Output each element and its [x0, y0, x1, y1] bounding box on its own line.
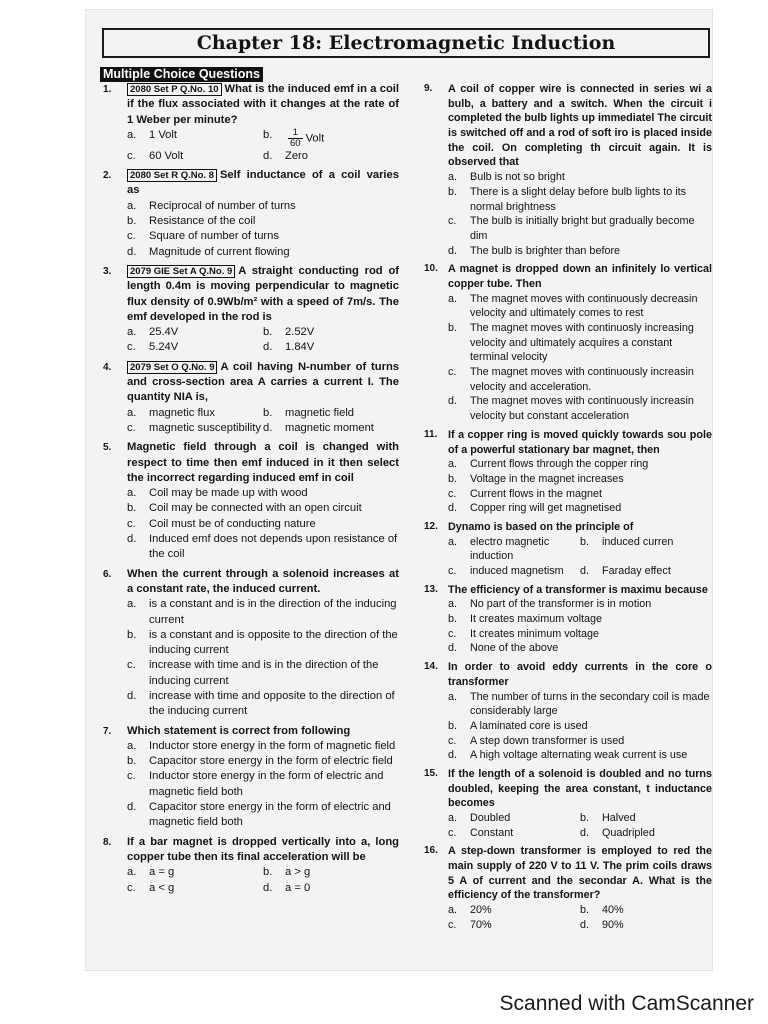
option-text: Quadripled: [602, 826, 655, 839]
options-list: [127, 406, 399, 437]
option-text: 2.52V: [285, 326, 315, 339]
option-label: d.: [263, 881, 273, 894]
option-text: Coil may be connected with an open circuit: [149, 502, 362, 515]
option-text: a > g: [285, 866, 311, 879]
question-text: [127, 264, 399, 325]
option-label: c.: [127, 881, 136, 894]
question-stem: Self inductance of a coil varies as: [127, 169, 399, 197]
option-label: b.: [263, 326, 273, 339]
option-text: Coil must be of conducting nature: [149, 517, 316, 530]
option-label: b.: [127, 755, 137, 768]
option-c: [127, 517, 399, 532]
option-label: d.: [127, 689, 137, 702]
question-number: 6.: [103, 568, 112, 580]
option-a: [448, 597, 712, 612]
option-label: b.: [263, 406, 273, 419]
option-b: [127, 628, 399, 659]
option-d: [263, 149, 399, 164]
option-label: d.: [263, 341, 273, 354]
option-label: d.: [448, 244, 458, 257]
question-3: [103, 264, 399, 356]
option-text: No part of the transformer is in motion: [470, 598, 652, 611]
option-text: A high voltage alternating weak current is use: [470, 749, 688, 762]
question-stem: Which statement is correct from following: [127, 724, 351, 737]
option-d: [580, 826, 712, 841]
option-label: d.: [263, 421, 273, 434]
option-text: 1 Volt: [149, 128, 177, 141]
option-label: c.: [448, 565, 457, 577]
question-number: 16.: [424, 845, 438, 857]
option-text: Current flows in the magnet: [470, 487, 603, 500]
option-c: [448, 487, 712, 502]
option-label: a.: [127, 199, 137, 212]
option-a: [127, 739, 399, 754]
question-number: 12.: [424, 520, 438, 532]
fraction-denominator: 60: [290, 137, 301, 149]
option-text: 5.24V: [149, 341, 179, 354]
option-text: It creates minimum voltage: [470, 627, 600, 640]
option-b: [448, 472, 712, 487]
option-text: is a constant and is opposite to the direction of the inducing current: [149, 628, 398, 657]
question-number: 4.: [103, 361, 112, 373]
option-a: [127, 486, 399, 501]
option-label: c.: [127, 149, 136, 162]
option-label: a.: [127, 128, 137, 141]
question-spacer: [424, 933, 712, 937]
option-d: [580, 564, 712, 579]
question-text: [127, 567, 399, 598]
options-list: [127, 486, 399, 562]
option-b: [263, 865, 399, 880]
option-label: b.: [127, 628, 137, 641]
option-c: [448, 214, 712, 243]
option-label: c.: [448, 366, 457, 379]
question-text: [448, 262, 712, 291]
question-13: [424, 583, 712, 656]
options-list: [127, 865, 399, 896]
option-text: 90%: [602, 918, 624, 931]
option-text: 1.84V: [285, 341, 315, 354]
option-label: b.: [448, 185, 458, 198]
option-text: magnetic field: [285, 406, 355, 419]
option-d: [127, 532, 399, 563]
left-column: [103, 82, 399, 900]
option-text: Doubled: [470, 812, 511, 824]
option-text: is a constant and is in the direction of the inducing current: [149, 598, 397, 626]
option-label: a.: [127, 866, 137, 879]
question-7: [103, 724, 399, 831]
option-label: d.: [448, 395, 458, 408]
fraction-numerator: 1: [288, 128, 303, 139]
option-text: There is a slight delay before bulb lights to its normal brightness: [470, 185, 687, 213]
option-text: The magnet moves with continuously decreasin velocity and ultimately comes to rest: [470, 292, 698, 320]
option-a: [448, 170, 712, 185]
question-text: [127, 82, 399, 128]
option-label: a.: [127, 739, 137, 752]
option-label: d.: [448, 502, 458, 515]
option-label: b.: [580, 904, 590, 917]
option-text: A step down transformer is used: [470, 734, 625, 747]
options-list: [127, 325, 399, 356]
option-b: [580, 903, 712, 918]
option-text: Capacitor store energy in the form of electric and magnetic field both: [149, 801, 391, 829]
option-c: [127, 229, 399, 244]
option-label: a.: [448, 458, 458, 471]
option-label: a.: [448, 535, 458, 548]
option-text: 40%: [602, 904, 624, 917]
option-text: It creates maximum voltage: [470, 613, 603, 626]
option-label: b.: [127, 502, 137, 515]
question-number: 2.: [103, 170, 112, 182]
question-number: 13.: [424, 583, 438, 595]
option-label: a.: [448, 904, 458, 917]
question-stem: The efficiency of a transformer is maximu because: [448, 583, 708, 596]
question-stem: A coil of copper wire is connected in series wi a bulb, a battery and a switch. When the circuit i completed the bulb lights up immediatel The circuit is switched off and a rod of soft iro is placed inside the coil. On completing th circuit again. It is observed that: [448, 83, 712, 169]
option-label: b.: [448, 322, 458, 334]
option-b: [263, 325, 399, 340]
option-label: c.: [448, 918, 457, 931]
exam-reference-tag: 2079 Set O Q.No. 9: [127, 361, 217, 374]
exam-reference-tag: 2080 Set R Q.No. 8: [127, 169, 217, 182]
section-heading: Multiple Choice Questions: [100, 67, 263, 82]
question-stem: Dynamo is based on the principle of: [448, 520, 634, 533]
option-label: a.: [127, 326, 137, 339]
question-number: 7.: [103, 725, 112, 737]
question-stem: A coil having N-number of turns and cross-section area A carries a current I. The quantity NIA is,: [127, 360, 399, 404]
option-c: [127, 421, 263, 436]
option-c: [127, 881, 263, 896]
option-text: increase with time and opposite to the direction of the inducing current: [149, 689, 395, 718]
option-text: Resistance of the coil: [149, 215, 256, 228]
option-b: [448, 612, 712, 627]
option-label: b.: [580, 535, 590, 548]
question-text: [127, 168, 399, 199]
option-label: b.: [263, 866, 273, 879]
option-b: [263, 128, 399, 149]
option-d: [263, 421, 399, 436]
option-a: [448, 690, 712, 719]
option-label: a.: [127, 598, 137, 611]
question-number: 14.: [424, 661, 438, 673]
option-label: c.: [448, 487, 457, 500]
option-text: magnetic susceptibility: [149, 421, 261, 434]
question-12: [424, 520, 712, 579]
option-a: [127, 325, 263, 340]
option-label: c.: [127, 421, 136, 434]
option-text: Current flows through the copper ring: [470, 458, 649, 471]
question-1: [103, 82, 399, 164]
option-a: [448, 903, 580, 918]
options-list: [448, 690, 712, 763]
question-9: [424, 82, 712, 258]
option-text: Coil may be made up with wood: [149, 487, 308, 500]
option-label: d.: [448, 642, 458, 655]
options-list: [448, 292, 712, 424]
option-a: [448, 292, 712, 321]
option-label: c.: [448, 826, 457, 839]
option-label: b.: [263, 128, 273, 141]
question-text: [448, 428, 712, 457]
option-text: Faraday effect: [602, 565, 671, 577]
option-b: [580, 535, 712, 564]
option-label: b.: [127, 215, 137, 228]
option-label: d.: [580, 918, 590, 931]
option-d: [448, 394, 712, 423]
exam-reference-tag: 2080 Set P Q.No. 10: [127, 83, 222, 96]
option-a: [127, 597, 399, 628]
option-text: induced magnetism: [470, 565, 564, 577]
option-c: [127, 658, 399, 689]
question-number: 3.: [103, 265, 112, 277]
question-spacer: [103, 896, 399, 900]
options-list: [448, 535, 712, 579]
options-list: [127, 199, 399, 260]
option-text: Constant: [470, 826, 514, 839]
option-text: Zero: [285, 149, 309, 162]
option-label: a.: [448, 171, 458, 184]
options-list: [127, 597, 399, 719]
question-number: 9.: [424, 83, 433, 94]
option-a: [448, 457, 712, 472]
option-c: [448, 627, 712, 642]
question-number: 8.: [103, 836, 112, 848]
option-text: The number of turns in the secondary coil is made considerably large: [470, 690, 710, 718]
option-text: Halved: [602, 812, 636, 824]
chapter-title: Chapter 18: Electromagnetic Induction: [102, 28, 710, 58]
option-text: Inductor store energy in the form of magnetic field: [149, 739, 396, 752]
option-d: [263, 881, 399, 896]
option-d: [448, 748, 712, 763]
options-list: [448, 903, 712, 932]
option-text: magnetic flux: [149, 406, 215, 419]
option-b: [127, 501, 399, 516]
options-list: [448, 597, 712, 656]
option-text: The magnet moves with continuously increasin velocity and acceleration.: [470, 366, 694, 393]
option-text: None of the above: [470, 642, 559, 655]
option-label: a.: [127, 487, 137, 500]
question-number: 1.: [103, 84, 112, 95]
option-text: a < g: [149, 881, 175, 894]
option-text: Induced emf does not depends upon resistance of the coil: [149, 533, 398, 561]
question-number: 11.: [424, 428, 438, 440]
option-label: a.: [127, 406, 137, 419]
fraction: [288, 128, 303, 149]
option-a: [127, 865, 263, 880]
option-label: a.: [448, 598, 458, 611]
option-text: Square of number of turns: [149, 230, 279, 243]
option-label: b.: [448, 472, 458, 485]
option-label: c.: [127, 659, 136, 672]
option-label: a.: [448, 690, 458, 703]
option-text: increase with time and is in the direction of the inducing current: [149, 659, 379, 687]
question-number: 5.: [103, 442, 112, 454]
option-c: [127, 149, 263, 164]
option-label: c.: [127, 770, 136, 783]
question-4: [103, 360, 399, 436]
question-15: [424, 767, 712, 840]
option-text: The magnet moves with continuosly increasing velocity and ultimately acquires a constant terminal velocity: [470, 322, 694, 364]
option-text: Magnitude of current flowing: [149, 245, 290, 258]
option-b: [448, 719, 712, 734]
option-c: [448, 826, 580, 841]
question-text: [448, 767, 712, 811]
question-2: [103, 168, 399, 260]
question-text: [127, 835, 399, 866]
exam-reference-tag: 2079 GIE Set A Q.No. 9: [127, 265, 235, 278]
right-column: [424, 82, 712, 937]
question-6: [103, 567, 399, 720]
option-a: [127, 128, 263, 149]
option-text: 25.4V: [149, 326, 179, 339]
option-b: [448, 321, 712, 365]
option-label: b.: [448, 613, 458, 626]
option-d: [127, 689, 399, 720]
option-c: [448, 918, 580, 933]
option-text: Inductor store energy in the form of electric and magnetic field both: [149, 770, 384, 798]
option-text: Volt: [305, 132, 325, 145]
option-d: [127, 245, 399, 260]
option-c: [127, 340, 263, 355]
question-stem: If a bar magnet is dropped vertically into a, long copper tube then its final acceleration will be: [127, 835, 399, 863]
options-list: [448, 457, 712, 516]
option-label: d.: [580, 565, 590, 577]
option-label: c.: [448, 627, 457, 640]
question-text: [448, 583, 712, 598]
question-text: [448, 660, 712, 689]
options-list: [448, 170, 712, 258]
option-text: 60 Volt: [149, 149, 184, 162]
option-text: The bulb is brighter than before: [470, 244, 621, 257]
option-text: 20%: [470, 904, 492, 917]
option-text: Bulb is not so bright: [470, 171, 565, 184]
option-b: [127, 754, 399, 769]
option-text: The magnet moves with continuously increasin velocity but constant acceleration: [470, 395, 694, 423]
option-label: c.: [127, 230, 136, 243]
question-stem: A magnet is dropped down an infinitely lo vertical copper tube. Then: [448, 263, 712, 290]
option-c: [448, 564, 580, 579]
option-label: d.: [127, 533, 137, 546]
option-d: [263, 340, 399, 355]
option-text: induced curren: [602, 535, 674, 548]
option-a: [127, 199, 399, 214]
option-label: c.: [448, 734, 457, 747]
option-label: b.: [580, 812, 590, 824]
option-label: c.: [127, 517, 136, 530]
options-list: [127, 739, 399, 831]
option-label: d.: [127, 245, 137, 258]
option-label: d.: [448, 749, 458, 762]
option-label: c.: [448, 215, 457, 228]
question-8: [103, 835, 399, 896]
option-a: [127, 406, 263, 421]
question-stem: If the length of a solenoid is doubled and no turns doubled, keeping the area constant, t inductance becomes: [448, 767, 712, 810]
question-stem: When the current through a solenoid increases at a constant rate, the induced current.: [127, 567, 399, 595]
option-text: magnetic moment: [285, 421, 374, 434]
question-text: [448, 82, 712, 170]
option-text: The bulb is initially bright but gradually become dim: [470, 215, 695, 242]
option-a: [448, 811, 580, 826]
option-text: electro magnetic induction: [470, 535, 550, 563]
option-b: [263, 406, 399, 421]
option-text: 70%: [470, 918, 492, 931]
option-d: [448, 641, 712, 656]
question-stem: What is the induced emf in a coil if the flux associated with it changes at the rate of 1 Weber per minute?: [127, 83, 399, 126]
options-list: [127, 128, 399, 164]
option-d: [448, 244, 712, 259]
option-text: a = g: [149, 866, 175, 879]
question-16: [424, 844, 712, 932]
question-text: [127, 360, 399, 406]
option-b: [580, 811, 712, 826]
question-14: [424, 660, 712, 763]
question-text: [448, 844, 712, 903]
option-text: A laminated core is used: [470, 719, 588, 732]
option-d: [580, 918, 712, 933]
question-stem: Magnetic field through a coil is changed with respect to time then emf induced in it then select the incorrect regarding induced emf in coil: [127, 441, 399, 484]
question-stem: A straight conducting rod of length 0.4m is moving perpendicular to magnetic flux density of 0.9Wb/m² with a speed of 7m/s. The emf developed in the rod is: [127, 264, 399, 323]
option-c: [127, 769, 399, 800]
option-text: Reciprocal of number of turns: [149, 199, 296, 212]
question-text: [448, 520, 712, 535]
option-label: a.: [448, 292, 458, 305]
question-stem: A step-down transformer is employed to red the main supply of 220 V to 11 V. The prim coils draws 5 A of current and the secondar A. What is the efficiency of the transformer?: [448, 845, 712, 902]
option-text: Voltage in the magnet increases: [470, 472, 624, 485]
option-label: c.: [127, 341, 136, 354]
options-list: [448, 811, 712, 840]
option-text: Copper ring will get magnetised: [470, 502, 622, 515]
question-number: 10.: [424, 263, 438, 275]
option-b: [448, 185, 712, 214]
option-c: [448, 365, 712, 394]
option-label: a.: [448, 812, 458, 824]
question-number: 15.: [424, 767, 438, 779]
option-label: d.: [127, 801, 137, 814]
option-text: Capacitor store energy in the form of electric field: [149, 755, 393, 768]
option-b: [127, 214, 399, 229]
question-stem: In order to avoid eddy currents in the core o transformer: [448, 661, 712, 688]
question-stem: If a copper ring is moved quickly towards sou pole of a powerful stationary bar magnet, then: [448, 428, 712, 456]
option-d: [448, 501, 712, 516]
question-text: [127, 724, 399, 739]
option-label: d.: [263, 149, 273, 162]
option-a: [448, 535, 580, 564]
option-c: [448, 734, 712, 749]
question-5: [103, 440, 399, 562]
question-11: [424, 428, 712, 516]
question-text: [127, 440, 399, 486]
option-text: a = 0: [285, 881, 311, 894]
scanner-watermark: Scanned with CamScanner: [499, 992, 754, 1015]
option-label: b.: [448, 719, 458, 732]
option-d: [127, 800, 399, 831]
option-label: d.: [580, 826, 590, 839]
question-10: [424, 262, 712, 424]
